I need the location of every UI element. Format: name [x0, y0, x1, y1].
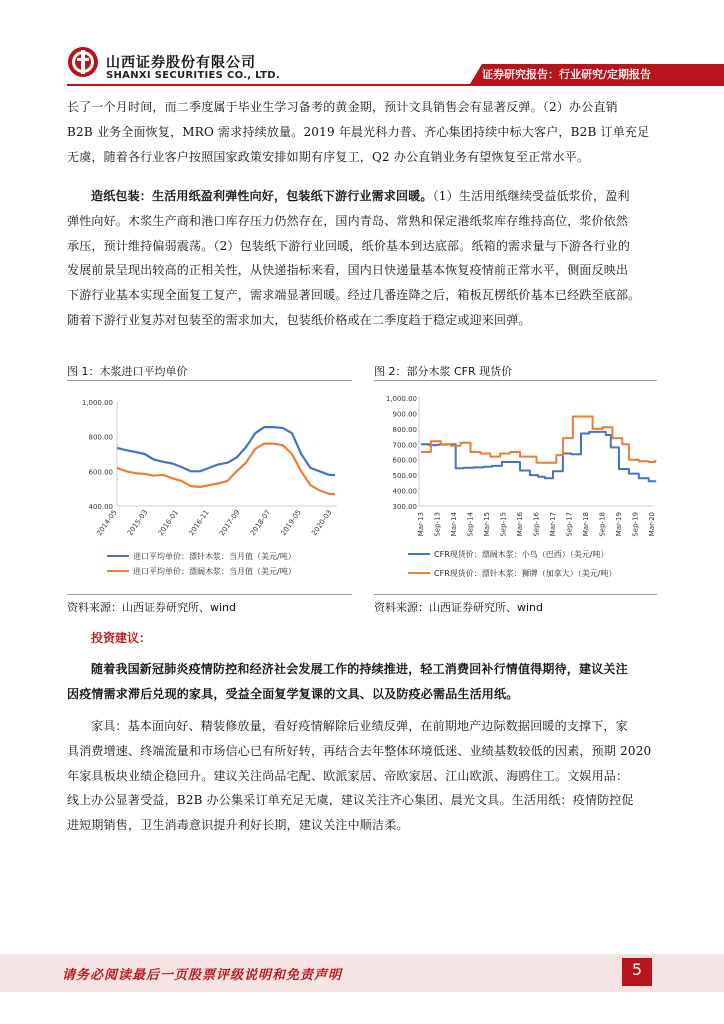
- text-line: 线上办公显著受益，B2B 办公集采订单充足无虞，建议关注齐心集团、晨光文具。生活用纸：疫情防控促: [67, 793, 634, 808]
- series-line-bird-brazil: [421, 432, 655, 482]
- chart-wood-pulp-cfr-spot-price: [374, 384, 657, 594]
- x-tick-label: 2020-03: [310, 508, 334, 538]
- paragraph-lead: 造纸包装：生活用纸盈利弹性向好，包装纸下游行业需求回暖。: [91, 189, 433, 203]
- y-tick-label: 800.00: [88, 433, 113, 442]
- x-tick-label: Mar-18: [582, 512, 590, 537]
- y-tick-label: 500.00: [392, 472, 417, 481]
- legend-label-lion-canada: CFR现货价：漂针木浆：狮牌（加拿大）（美元/吨）: [434, 569, 617, 578]
- figure2-source: 资料来源：山西证券研究所、wind: [374, 601, 544, 614]
- text-line: 进短期销售，卫生消毒意识提升利好长期，建议关注中顺洁柔。: [67, 818, 409, 833]
- text-line: 弹性向好。木浆生产商和港口库存压力仍然存在，国内青岛、常熟和保定港纸浆库存维持高位，浆价依然: [67, 213, 629, 228]
- header-divider: [67, 84, 724, 86]
- x-tick-label: 2016-11: [187, 508, 211, 538]
- series-line-hardwood: [117, 444, 335, 495]
- paragraph-stationery: [67, 95, 657, 169]
- x-tick-label: 2019-05: [279, 508, 303, 538]
- invest-heading: 投资建议：: [91, 631, 152, 645]
- text-line: 具消费增速、终端流量和市场信心已有所好转，再结合去年整体环境低迷、业绩基数较低的因素，预期 2020: [67, 743, 652, 758]
- x-tick-label: Sep-16: [532, 512, 541, 537]
- figure2-title: 图 2：部分木浆 CFR 现货价: [374, 365, 513, 378]
- figure2-bottom-rule: [374, 594, 657, 595]
- text-line: [67, 184, 657, 209]
- x-tick-label: Sep-18: [598, 512, 607, 537]
- figure2-top-rule: [374, 380, 657, 381]
- x-tick-label: Mar-13: [417, 512, 425, 537]
- figure1-top-rule: [67, 380, 352, 381]
- x-tick-label: 2016-01: [156, 508, 181, 538]
- x-tick-label: Sep-17: [565, 512, 574, 537]
- x-tick-label: Mar-14: [450, 512, 458, 537]
- legend-label-softwood: 进口平均单价：漂针木浆：当月值（美元/吨）: [133, 552, 296, 561]
- y-tick-label: 800.00: [392, 425, 417, 434]
- x-tick-label: Sep-15: [499, 512, 508, 537]
- y-tick-label: 300.00: [392, 503, 417, 511]
- x-tick-label: 2018-07: [248, 508, 273, 538]
- y-tick-label: 600.00: [88, 468, 113, 477]
- figure1-bottom-rule: [67, 594, 352, 595]
- text-line: 无虞，随着各行业客户按照国家政策安排如期有序复工，Q2 办公直销业务有望恢复至正常水平。: [67, 149, 590, 164]
- company-name-en: SHANXI SECURITIES CO., LTD.: [106, 70, 280, 81]
- x-tick-label: Mar-16: [516, 512, 524, 537]
- x-tick-label: Mar-19: [615, 512, 623, 537]
- text-line: 随着我国新冠肺炎疫情防控和经济社会发展工作的持续推进，轻工消费回补行情值得期待，建议关注: [91, 662, 628, 676]
- y-tick-label: 600.00: [392, 456, 417, 465]
- legend-label-bird-brazil: CFR现货价：漂阔木浆：小鸟（巴西）（美元/吨）: [434, 550, 609, 559]
- x-tick-label: Mar-17: [549, 512, 557, 537]
- paragraph-lead-rest: （1）生活用纸继续受益低浆价，盈利: [432, 189, 630, 203]
- x-tick-label: Sep-13: [433, 512, 442, 537]
- figure1-title: 图 1：木浆进口平均单价: [67, 365, 188, 378]
- text-line: 长了一个月时间，而二季度属于毕业生学习备考的黄金期，预计文具销售会有显著反弹。（2）办公直销: [67, 100, 618, 114]
- x-tick-label: Sep-14: [466, 512, 475, 537]
- x-tick-label: Sep-19: [631, 512, 640, 537]
- text-line: 年家具板块业绩企稳回升。建议关注尚品宅配、欧派家居、帝欧家居、江山欧派、海鸥住工。文娱用品：: [67, 768, 629, 783]
- y-tick-label: 1,000.00: [385, 395, 417, 403]
- legend-label-hardwood: 进口平均单价：漂阔木浆：当月值（美元/吨）: [133, 567, 296, 576]
- figure1-source: 资料来源：山西证券研究所、wind: [67, 601, 237, 614]
- report-type-label: 证券研究报告：行业研究/定期报告: [482, 68, 652, 81]
- company-logo: [67, 46, 99, 78]
- text-line: 发展前景呈现出较高的正相关性，从快递指标来看，国内日快递量基本恢复疫情前正常水平，侧面反映出: [67, 263, 629, 278]
- y-tick-label: 700.00: [392, 441, 417, 450]
- series-line-softwood: [117, 427, 335, 475]
- text-line: B2B 业务全面恢复，MRO 需求持续放量。2019 年晨光科力普、齐心集团持续中标大客户，B2B 订单充足: [67, 124, 650, 139]
- x-tick-label: 2015-03: [126, 508, 150, 538]
- x-tick-label: 2014-05: [95, 508, 119, 538]
- y-tick-label: 400.00: [392, 487, 417, 496]
- y-tick-label: 900.00: [392, 410, 417, 419]
- text-line: 家具：基本面向好、精装修放量，看好疫情解除后业绩反弹，在前期地产边际数据回暖的支撑下，家: [91, 719, 628, 733]
- y-tick-label: 400.00: [88, 503, 113, 511]
- x-tick-label: Mar-20: [648, 512, 656, 537]
- footer-disclaimer-link[interactable]: 请务必阅读最后一页股票评级说明和免责声明: [62, 968, 343, 983]
- text-line: 随着下游行业复苏对包装至的需求加大，包装纸价格或在二季度趋于稳定或迎来回弹。: [67, 312, 531, 327]
- paragraph-paper-packaging: [67, 184, 657, 333]
- text-line: 因疫情需求滞后兑现的家具，受益全面复学复课的文具、以及防疫必需品生活用纸。: [67, 686, 519, 701]
- text-line: 承压，预计维持偏弱震荡。（2）包装纸下游行业回暖，纸价基本到达底部。纸箱的需求量与下游各行业的: [67, 238, 631, 253]
- page-number: 5: [631, 960, 643, 979]
- y-tick-label: 1,000.00: [81, 399, 113, 407]
- company-name-cn: 山西证券股份有限公司: [106, 55, 256, 71]
- chart-wood-pulp-import-price: [67, 384, 352, 594]
- invest-body: [67, 714, 657, 838]
- invest-summary: [67, 657, 657, 707]
- x-tick-label: 2017-09: [218, 508, 242, 538]
- text-line: 下游行业基本实现全面复工复产，需求端显著回暖。经过几番连降之后，箱板瓦楞纸价基本已经跌至底部。: [67, 288, 641, 303]
- x-tick-label: Mar-15: [483, 512, 491, 537]
